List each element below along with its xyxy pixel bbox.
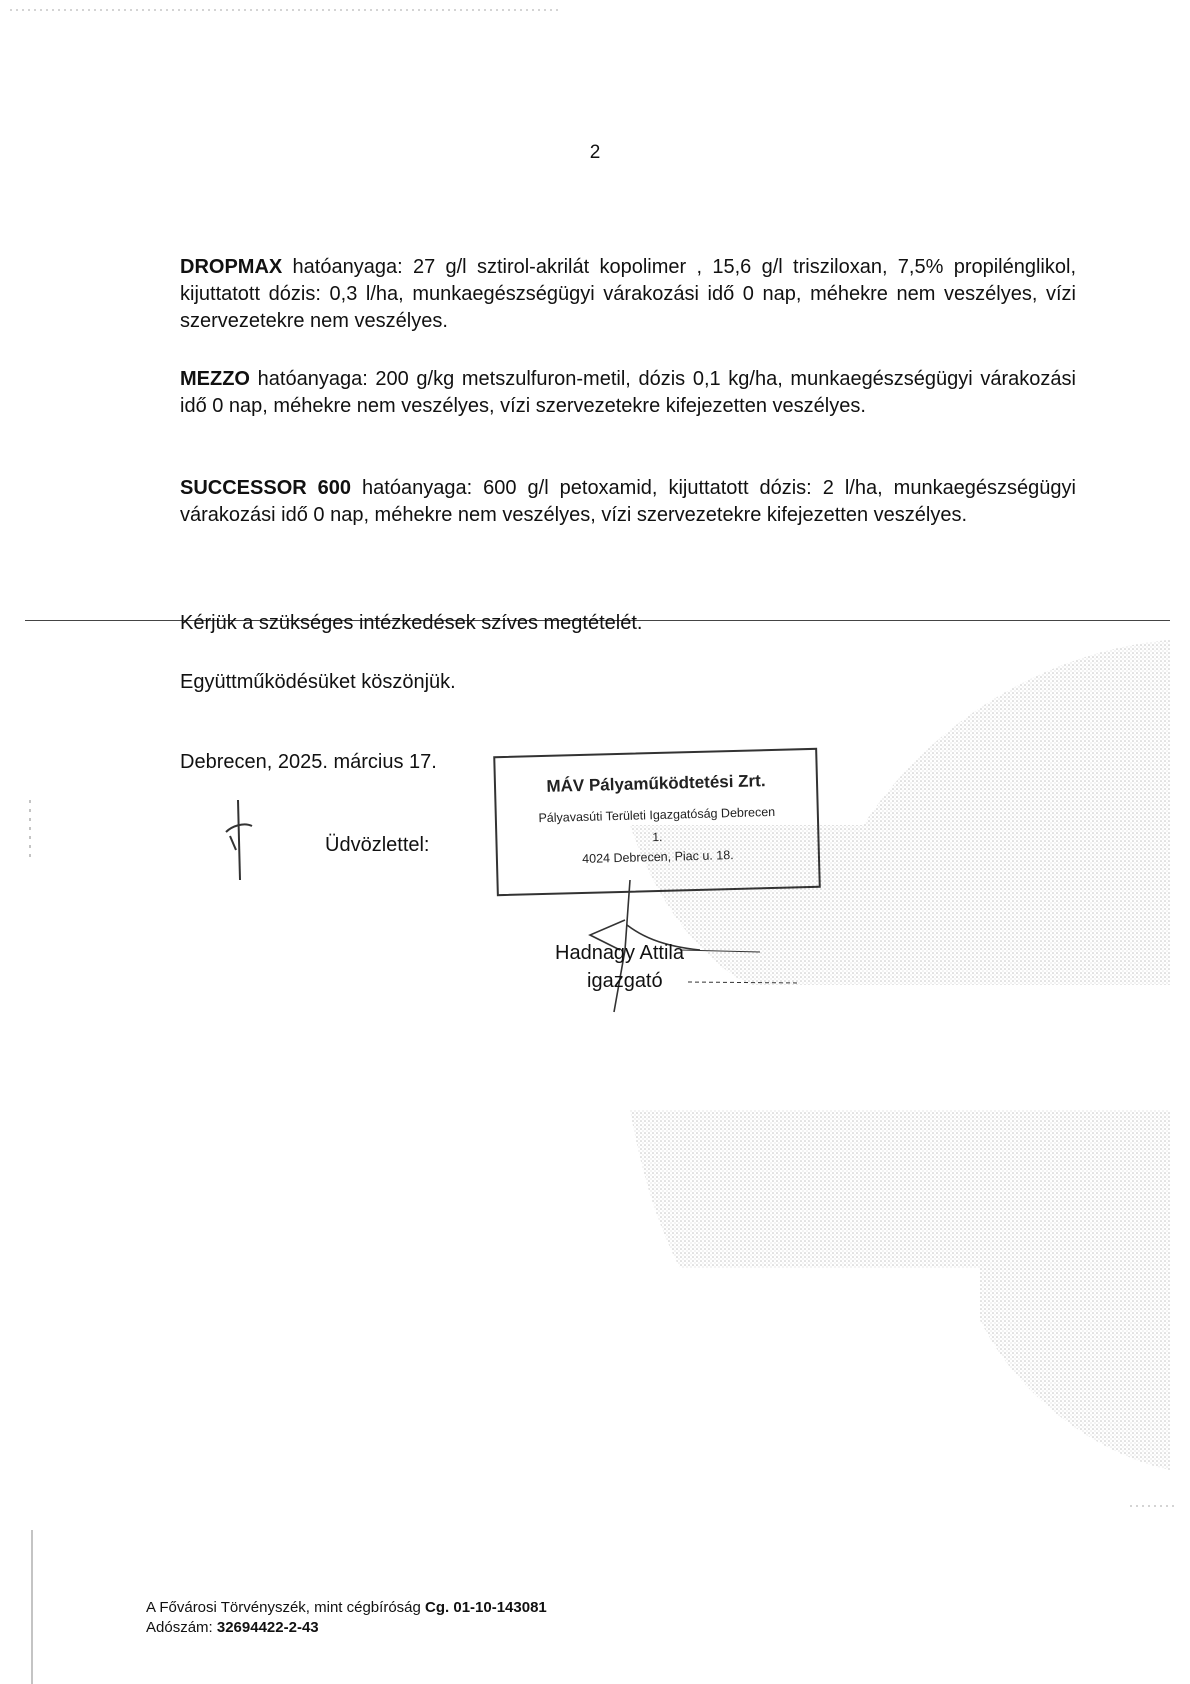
product-description: hatóanyaga: 27 g/l sztirol-akrilát kopolimer , 15,6 g/l trisziloxan, 7,5% propilénglikol, kijuttatott dózis: 0,3 l/ha, munkaegészségügyi várakozási idő 0 nap, méhekre nem veszélyes, vízi szervezetekre nem veszélyes. [180,256,1076,332]
product-description: hatóanyaga: 600 g/l petoxamid, kijuttatott dózis: 2 l/ha, munkaegészségügyi várakozási idő 0 nap, méhekre nem veszélyes, vízi szervezetekre kifejezetten veszélyes. [180,477,1076,526]
company-stamp [493,748,821,896]
stamp-address: 4024 Debrecen, Piac u. 18. [582,848,734,866]
stamp-number: 1. [652,829,663,845]
product-name: MEZZO [180,368,250,390]
footer-tax-label: Adószám: [146,1619,217,1636]
thanks-text: Együttműködésüket köszönjük. [180,671,456,693]
product-paragraph-successor [180,475,1076,529]
footer-registry [146,1598,547,1618]
greeting-text: Üdvözlettel: [325,834,430,856]
product-paragraph-mezzo [180,366,1076,420]
product-name: DROPMAX [180,256,283,278]
product-name: SUCCESSOR 600 [180,477,352,499]
footer-tax [146,1618,319,1638]
stamp-office: Pályavasúti Területi Igazgatóság Debrecen [538,804,776,826]
product-paragraph-dropmax [180,254,1076,335]
paraph-mark [226,800,252,880]
margin-lines [30,800,32,1684]
footer-registry-number: Cg. 01-10-143081 [425,1599,547,1616]
page-number: 2 [589,142,601,163]
watermark-lower-shape [630,1110,1170,1470]
signer-title: igazgató [587,970,663,992]
date-text: Debrecen, 2025. március 17. [180,751,437,773]
footer-tax-number: 32694422-2-43 [216,1619,319,1636]
stamp-company-name: MÁV Pályaműködtetési Zrt. [546,771,766,796]
watermark-arc-shape [860,640,1170,830]
signer-name: Hadnagy Attila [555,942,684,964]
product-description: hatóanyaga: 200 g/kg metszulfuron-metil, dózis 0,1 kg/ha, munkaegészségügyi várakozási idő 0 nap, méhekre nem veszélyes, vízi szervezetekre kifejezetten veszélyes. [180,368,1076,417]
footer-registry-label: A Fővárosi Törvényszék, mint cégbíróság [146,1599,426,1616]
request-text: Kérjük a szükséges intézkedések szíves megtételét. [180,612,643,634]
